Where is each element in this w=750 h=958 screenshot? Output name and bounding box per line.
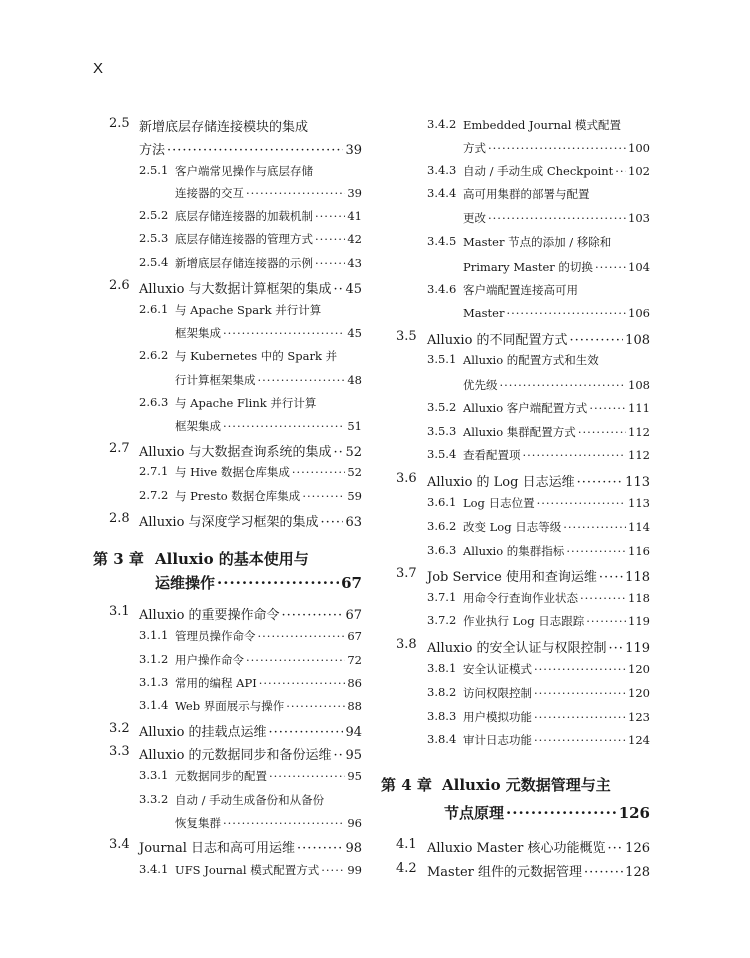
dot-leader: [523, 448, 627, 462]
toc-subsection-entry: [175, 185, 362, 201]
toc-page-number: 100: [628, 141, 650, 155]
dot-leader: [595, 260, 626, 274]
toc-entry-number: 3.6.3: [427, 543, 457, 557]
toc-page-number: 128: [625, 865, 650, 880]
toc-entry-number: 2.5: [109, 116, 130, 131]
toc-chapter-entry: [444, 802, 650, 823]
toc-page-number: 124: [628, 733, 650, 747]
toc-entry-title: Job Service 使用和查询运维: [427, 570, 597, 585]
toc-section-entry: [139, 837, 362, 856]
toc-page-number: 103: [628, 211, 650, 225]
toc-entry-title: 用户模拟功能: [463, 710, 532, 724]
dot-leader: [584, 865, 623, 880]
dot-leader: [500, 378, 627, 392]
toc-entry-number: 3.5.1: [427, 352, 457, 366]
toc-entry-title: 查看配置项: [463, 448, 521, 462]
dot-leader: [217, 574, 339, 592]
dot-leader: [269, 725, 344, 740]
toc-page-number: 99: [347, 863, 362, 877]
toc-entry-title: 元数据同步的配置: [175, 769, 267, 783]
toc-subsection-entry: [463, 519, 650, 535]
toc-entry-title: Alluxio 与大数据计算框架的集成: [139, 282, 332, 297]
toc-subsection-entry: [463, 377, 650, 393]
toc-entry-title: 高可用集群的部署与配置: [463, 187, 590, 201]
dot-leader: [566, 544, 626, 558]
dot-leader: [286, 699, 345, 713]
toc-entry-title: 新增底层存储连接器的示例: [175, 256, 313, 270]
toc-subsection-entry: [463, 117, 621, 133]
toc-entry-number: 3.6.2: [427, 519, 457, 533]
toc-subsection-entry: [175, 231, 362, 247]
toc-entry-number: 2.6.1: [139, 302, 169, 316]
toc-page-number: 39: [345, 143, 362, 158]
toc-entry-number: 3.1.4: [139, 698, 169, 712]
toc-entry-number: 3.5.4: [427, 447, 457, 461]
toc-subsection-entry: [175, 675, 362, 691]
dot-leader: [334, 282, 344, 297]
toc-subsection-entry: [463, 685, 650, 701]
toc-entry-title: 与 Apache Flink 并行计算: [175, 396, 317, 410]
toc-page-number: 119: [625, 641, 650, 656]
toc-entry-title: Alluxio 的基本使用与: [155, 550, 309, 568]
toc-entry-title: 自动 / 手动生成 Checkpoint: [463, 164, 614, 178]
dot-leader: [302, 489, 345, 503]
toc-entry-title: 管理员操作命令: [175, 629, 256, 643]
toc-entry-number: 2.6.2: [139, 348, 169, 362]
toc-subsection-entry: [175, 208, 362, 224]
toc-page-number: 72: [347, 653, 362, 667]
toc-entry-number: 3.4: [109, 837, 130, 852]
toc-subsection-entry: [463, 140, 650, 156]
toc-entry-number: 3.1.3: [139, 675, 169, 689]
toc-entry-title: Alluxio Master 核心功能概览: [427, 841, 606, 856]
toc-page-number: 102: [628, 164, 650, 178]
toc-entry-number: 3.4.1: [139, 862, 169, 876]
dot-leader: [534, 733, 626, 747]
toc-page-number: 98: [345, 841, 362, 856]
toc-entry-number: 3.4.6: [427, 282, 457, 296]
toc-page-number: 67: [345, 608, 362, 623]
toc-entry-number: 3.1.1: [139, 628, 169, 642]
toc-entry-number: 2.7.1: [139, 464, 169, 478]
toc-entry-title: 框架集成: [175, 326, 221, 340]
toc-page-number: 45: [345, 282, 362, 297]
dot-leader: [577, 475, 624, 490]
toc-page-number: 113: [625, 475, 650, 490]
toc-section-entry: [139, 139, 362, 158]
toc-entry-title: 与 Hive 数据仓库集成: [175, 465, 290, 479]
toc-subsection-entry: [175, 815, 362, 831]
toc-entry-title: 新增底层存储连接模块的集成: [139, 120, 309, 135]
toc-entry-title: Alluxio 的集群指标: [463, 544, 565, 558]
toc-page-number: 120: [628, 662, 650, 676]
toc-entry-title: 客户端配置连接高可用: [463, 283, 578, 297]
toc-entry-title: Alluxio 的不同配置方式: [427, 333, 568, 348]
toc-chapter-entry: [155, 548, 309, 569]
toc-entry-title: 用户操作命令: [175, 653, 244, 667]
toc-entry-number: 3.2: [109, 721, 130, 736]
toc-subsection-entry: [463, 400, 650, 416]
dot-leader: [506, 306, 626, 320]
dot-leader: [537, 496, 626, 510]
dot-leader: [563, 520, 626, 534]
toc-page-number: 111: [628, 401, 650, 415]
toc-entry-number: 4.1: [396, 837, 417, 852]
dot-leader: [258, 629, 346, 643]
toc-entry-title: 优先级: [463, 378, 498, 392]
toc-subsection-entry: [463, 352, 599, 368]
toc-page-number: 39: [347, 186, 362, 200]
toc-entry-title: Alluxio 客户端配置方式: [463, 401, 588, 415]
dot-leader: [246, 653, 345, 667]
toc-entry-title: 作业执行 Log 日志跟踪: [463, 614, 585, 628]
toc-entry-title: Alluxio 的挂载点运维: [139, 725, 267, 740]
dot-leader: [167, 143, 343, 158]
toc-page-number: 43: [347, 256, 362, 270]
dot-leader: [315, 232, 345, 246]
toc-page-number: 114: [628, 520, 650, 534]
toc-entry-number: 3.8.1: [427, 661, 457, 675]
toc-section-entry: [139, 441, 362, 460]
dot-leader: [580, 591, 626, 605]
toc-entry-title: Web 界面展示与操作: [175, 699, 285, 713]
toc-entry-title: Alluxio 元数据管理与主: [442, 776, 611, 794]
toc-subsection-entry: [175, 418, 362, 434]
toc-subsection-entry: [175, 302, 321, 318]
toc-page-number: 95: [345, 748, 362, 763]
dot-leader: [297, 841, 343, 856]
toc-entry-number: 3.8.4: [427, 732, 457, 746]
toc-page-number: 118: [628, 591, 650, 605]
toc-entry-title: Alluxio 的配置方式和生效: [463, 353, 599, 367]
toc-entry-number: 3.1.2: [139, 652, 169, 666]
toc-page-number: 48: [347, 373, 362, 387]
toc-page-number: 96: [347, 816, 362, 830]
toc-entry-title: UFS Journal 模式配置方式: [175, 863, 320, 877]
dot-leader: [292, 465, 346, 479]
toc-page-number: 51: [347, 419, 362, 433]
toc-subsection-entry: [463, 495, 650, 511]
toc-entry-title: Alluxio 与大数据查询系统的集成: [139, 445, 332, 460]
toc-entry-number: 2.6.3: [139, 395, 169, 409]
toc-entry-number: 3.4.3: [427, 163, 457, 177]
dot-leader: [259, 676, 346, 690]
toc-subsection-entry: [463, 234, 611, 250]
toc-subsection-entry: [175, 395, 316, 411]
dot-leader: [321, 515, 344, 530]
toc-page-number: 108: [625, 333, 650, 348]
toc-entry-number: 3.6: [396, 471, 417, 486]
toc-entry-title: 底层存储连接器的管理方式: [175, 232, 313, 246]
toc-page-number: 67: [347, 629, 362, 643]
dot-leader: [246, 186, 345, 200]
toc-entry-number: 2.6: [109, 278, 130, 293]
dot-leader: [609, 641, 624, 656]
page-number: X: [93, 60, 104, 77]
toc-entry-number: 2.5.3: [139, 231, 169, 245]
toc-subsection-entry: [175, 325, 362, 341]
toc-entry-title: 用命令行查询作业状态: [463, 591, 578, 605]
toc-entry-title: 审计日志功能: [463, 733, 532, 747]
toc-entry-title: 方式: [463, 141, 486, 155]
toc-entry-title: Alluxio 的重要操作命令: [139, 608, 280, 623]
toc-section-entry: [427, 637, 650, 656]
dot-leader: [223, 419, 345, 433]
toc-entry-title: 与 Apache Spark 并行计算: [175, 303, 322, 317]
dot-leader: [578, 425, 626, 439]
toc-page-number: 112: [628, 448, 650, 462]
toc-page-number: 126: [625, 841, 650, 856]
toc-entry-number: 3.8.2: [427, 685, 457, 699]
toc-page-number: 118: [625, 570, 650, 585]
toc-section-entry: [139, 116, 308, 135]
toc-page-number: 52: [345, 445, 362, 460]
toc-entry-title: 常用的编程 API: [175, 676, 257, 690]
toc-subsection-entry: [175, 163, 313, 179]
toc-entry-title: 方法: [139, 143, 166, 158]
toc-entry-title: 运维操作: [155, 574, 216, 592]
toc-page-number: 67: [341, 574, 362, 592]
dot-leader: [570, 333, 624, 348]
toc-subsection-entry: [463, 543, 650, 559]
dot-leader: [315, 209, 345, 223]
dot-leader: [599, 570, 623, 585]
toc-entry-number: 第 4 章: [381, 776, 432, 794]
dot-leader: [488, 141, 626, 155]
toc-subsection-entry: [463, 732, 650, 748]
toc-subsection-entry: [175, 464, 362, 480]
toc-entry-number: 3.4.5: [427, 234, 457, 248]
toc-entry-number: 3.8.3: [427, 709, 457, 723]
toc-entry-title: 连接器的交互: [175, 186, 244, 200]
toc-entry-title: 恢复集群: [175, 816, 221, 830]
toc-entry-number: 3.4.4: [427, 186, 457, 200]
dot-leader: [334, 445, 344, 460]
toc-entry-title: Alluxio 与深度学习框架的集成: [139, 515, 319, 530]
dot-leader: [488, 211, 626, 225]
toc-entry-title: 与 Presto 数据仓库集成: [175, 489, 301, 503]
toc-subsection-entry: [175, 348, 337, 364]
toc-entry-title: 客户端常见操作与底层存储: [175, 164, 313, 178]
toc-entry-number: 3.6.1: [427, 495, 457, 509]
toc-entry-title: Journal 日志和高可用运维: [139, 841, 296, 856]
toc-entry-number: 3.7.2: [427, 613, 457, 627]
toc-entry-number: 3.8: [396, 637, 417, 652]
toc-page-number: 106: [628, 306, 650, 320]
toc-entry-number: 3.1: [109, 604, 130, 619]
dot-leader: [315, 256, 345, 270]
toc-entry-title: Alluxio 集群配置方式: [463, 425, 576, 439]
dot-leader: [506, 804, 617, 822]
toc-subsection-entry: [463, 210, 650, 226]
toc-entry-number: 2.7: [109, 441, 130, 456]
toc-page-number: 88: [347, 699, 362, 713]
toc-page-number: 45: [347, 326, 362, 340]
dot-leader: [534, 662, 626, 676]
toc-entry-number: 3.7: [396, 566, 417, 581]
toc-entry-title: Embedded Journal 模式配置: [463, 118, 622, 132]
toc-entry-title: 访问权限控制: [463, 686, 532, 700]
toc-page-number: 120: [628, 686, 650, 700]
toc-entry-title: Log 日志位置: [463, 496, 535, 510]
toc-subsection-entry: [175, 628, 362, 644]
toc-subsection-entry: [463, 709, 650, 725]
dot-leader: [282, 608, 344, 623]
toc-entry-title: 与 Kubernetes 中的 Spark 并: [175, 349, 338, 363]
toc-entry-title: Master: [463, 306, 505, 320]
toc-entry-number: 3.7.1: [427, 590, 457, 604]
toc-entry-number: 3.5.2: [427, 400, 457, 414]
toc-entry-title: Primary Master 的切换: [463, 260, 593, 274]
toc-entry-number: 第 3 章: [93, 550, 144, 568]
toc-entry-number: 2.8: [109, 511, 130, 526]
toc-subsection-entry: [463, 424, 650, 440]
toc-entry-title: Master 节点的添加 / 移除和: [463, 235, 612, 249]
toc-subsection-entry: [175, 255, 362, 271]
dot-leader: [321, 863, 345, 877]
toc-page-number: 119: [628, 614, 650, 628]
toc-entry-title: 节点原理: [444, 804, 505, 822]
toc-page-number: 52: [347, 465, 362, 479]
dot-leader: [615, 164, 626, 178]
dot-leader: [223, 326, 345, 340]
toc-subsection-entry: [463, 282, 578, 298]
toc-page-number: 116: [628, 544, 650, 558]
toc-page-number: 86: [347, 676, 362, 690]
dot-leader: [223, 816, 345, 830]
toc-entry-number: 3.3.1: [139, 768, 169, 782]
toc-entry-title: 更改: [463, 211, 486, 225]
toc-page-number: 42: [347, 232, 362, 246]
dot-leader: [586, 614, 626, 628]
toc-entry-number: 3.3.2: [139, 792, 169, 806]
toc-entry-title: Master 组件的元数据管理: [427, 865, 582, 880]
toc-page-number: 108: [628, 378, 650, 392]
toc-page-number: 113: [628, 496, 650, 510]
toc-entry-number: 4.2: [396, 861, 417, 876]
toc-entry-title: 行计算框架集成: [175, 373, 256, 387]
toc-subsection-entry: [175, 652, 362, 668]
dot-leader: [334, 748, 344, 763]
toc-section-entry: [139, 511, 362, 530]
toc-chapter-entry: [442, 774, 611, 795]
toc-subsection-entry: [175, 488, 362, 504]
dot-leader: [269, 769, 345, 783]
toc-entry-title: 改变 Log 日志等级: [463, 520, 562, 534]
toc-entry-number: 2.5.2: [139, 208, 169, 222]
toc-page-number: 94: [345, 725, 362, 740]
toc-subsection-entry: [175, 372, 362, 388]
dot-leader: [534, 710, 626, 724]
toc-page-number: 41: [347, 209, 362, 223]
dot-leader: [258, 373, 346, 387]
toc-section-entry: [427, 861, 650, 880]
toc-section-entry: [427, 837, 650, 856]
toc-section-entry: [427, 329, 650, 348]
dot-leader: [589, 401, 626, 415]
toc-subsection-entry: [175, 698, 362, 714]
toc-subsection-entry: [175, 768, 362, 784]
toc-section-entry: [427, 471, 650, 490]
toc-page-number: 112: [628, 425, 650, 439]
toc-subsection-entry: [463, 186, 590, 202]
toc-page-number: 95: [347, 769, 362, 783]
toc-entry-number: 3.4.2: [427, 117, 457, 131]
toc-subsection-entry: [463, 306, 650, 320]
toc-entry-number: 2.5.1: [139, 163, 169, 177]
toc-section-entry: [139, 744, 362, 763]
toc-chapter-entry: [155, 572, 362, 593]
toc-entry-title: 自动 / 手动生成备份和从备份: [175, 793, 325, 807]
toc-subsection-entry: [463, 613, 650, 629]
toc-section-entry: [427, 566, 650, 585]
toc-entry-number: 2.5.4: [139, 255, 169, 269]
toc-page-number: 123: [628, 710, 650, 724]
toc-entry-title: 底层存储连接器的加载机制: [175, 209, 313, 223]
toc-entry-number: 2.7.2: [139, 488, 169, 502]
toc-entry-title: Alluxio 的安全认证与权限控制: [427, 641, 607, 656]
toc-subsection-entry: [175, 792, 324, 808]
toc-page-number: 104: [628, 260, 650, 274]
toc-entry-title: Alluxio 的 Log 日志运维: [427, 475, 575, 490]
toc-subsection-entry: [463, 447, 650, 463]
toc-page-number: 59: [347, 489, 362, 503]
toc-entry-title: 框架集成: [175, 419, 221, 433]
toc-subsection-entry: [463, 661, 650, 677]
toc-entry-title: Alluxio 的元数据同步和备份运维: [139, 748, 332, 763]
toc-section-entry: [139, 604, 362, 623]
dot-leader: [608, 841, 624, 856]
toc-entry-number: 3.3: [109, 744, 130, 759]
toc-subsection-entry: [463, 590, 650, 606]
toc-subsection-entry: [175, 862, 362, 878]
toc-section-entry: [139, 278, 362, 297]
toc-entry-title: 安全认证模式: [463, 662, 532, 676]
dot-leader: [534, 686, 626, 700]
toc-entry-number: 3.5.3: [427, 424, 457, 438]
toc-section-entry: [139, 721, 362, 740]
toc-entry-number: 3.5: [396, 329, 417, 344]
toc-subsection-entry: [463, 163, 650, 179]
toc-subsection-entry: [463, 259, 650, 275]
toc-page-number: 63: [345, 515, 362, 530]
toc-page-number: 126: [618, 804, 650, 822]
